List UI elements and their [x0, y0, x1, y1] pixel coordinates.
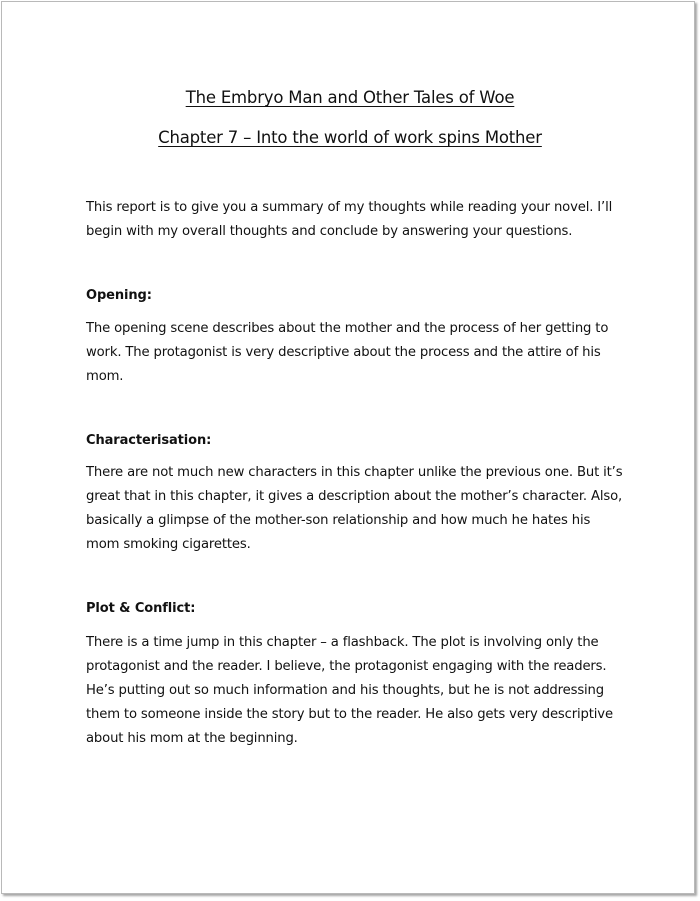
section-heading-opening: Opening: — [86, 288, 152, 303]
section-heading-characterisation: Characterisation: — [86, 433, 212, 448]
section-heading-plot-conflict: Plot & Conflict: — [86, 601, 196, 616]
intro-paragraph: This report is to give you a summary of my thoughts while reading your novel. I’ll begin with my overall thoughts and conclude by answering your questions. — [86, 200, 613, 239]
chapter-title: Chapter 7 – Into the world of work spins Mother — [158, 128, 542, 147]
section-body-plot-conflict: There is a time jump in this chapter – a flashback. The plot is involving only the protagonist and the reader. I believe, the protagonist engaging with the readers. He’s putting out so much information and his thoughts, but he is not addressing them to someone inside the story but to the reader. He also gets very descriptive about his mom at the beginning. — [86, 635, 613, 746]
document-title: The Embryo Man and Other Tales of Woe — [185, 88, 515, 107]
section-body-opening: The opening scene describes about the mother and the process of her getting to work. The protagonist is very descriptive about the process and the attire of his mom. — [86, 321, 609, 384]
section-body-characterisation: There are not much new characters in this chapter unlike the previous one. But it’s great that in this chapter, it gives a description about the mother’s character. Also, basically a glimpse of the mother-son relationship and how much he hates his mom smoking cigarettes. — [86, 465, 623, 552]
